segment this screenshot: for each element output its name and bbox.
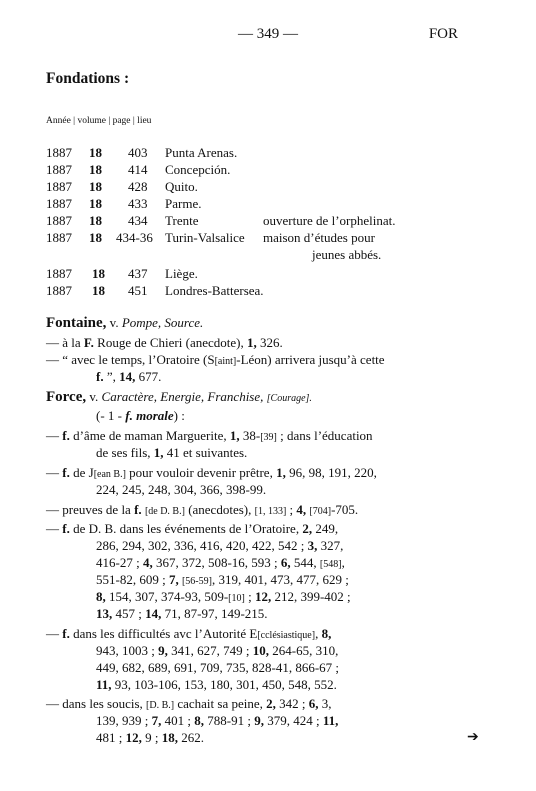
see-label: v. bbox=[109, 315, 119, 330]
cell-volume: 18 bbox=[89, 196, 102, 211]
page-number: — 349 — bbox=[238, 26, 298, 42]
subheading: (- 1 - f. morale) : bbox=[96, 408, 185, 423]
cell-page: 414 bbox=[128, 162, 148, 177]
cell-lieu: Liège. bbox=[165, 266, 198, 281]
cell-note: jeunes abbés. bbox=[312, 247, 382, 262]
entry-line: — dans les soucis, [D. B.] cachait sa peine, 2, 342 ; 6, 3, bbox=[46, 696, 332, 711]
cell-page: 433 bbox=[128, 196, 148, 211]
cell-year: 1887 bbox=[46, 213, 72, 228]
cell-lieu: Punta Arenas. bbox=[165, 145, 238, 160]
section-title-fondations: Fondations : bbox=[46, 70, 130, 87]
cell-page: 403 bbox=[128, 145, 148, 160]
see-references: Pompe, Source. bbox=[121, 315, 204, 330]
cell-year: 1887 bbox=[46, 196, 72, 211]
entry-line: — preuves de la f. [de D. B.] (anecdotes), [1, 133] ; 4, [704]-705. bbox=[46, 502, 359, 517]
entry-line: 943, 1003 ; 9, 341, 627, 749 ; 10, 264-65, 310, bbox=[96, 643, 339, 658]
entry-line: 481 ; 12, 9 ; 18, 262. bbox=[96, 730, 204, 745]
running-head: FOR bbox=[428, 26, 458, 42]
cell-note: maison d’études pour bbox=[263, 230, 375, 245]
entry-line: 416-27 ; 4, 367, 372, 508-16, 593 ; 6, 544, [548], bbox=[96, 555, 345, 570]
cell-volume: 18 bbox=[89, 230, 102, 245]
cell-year: 1887 bbox=[46, 283, 72, 298]
cell-lieu: Parme. bbox=[165, 196, 202, 211]
entry-line: — f. d’âme de maman Marguerite, 1, 38-[39] ; dans l’éducation bbox=[46, 428, 373, 443]
cell-note: ouverture de l’orphelinat. bbox=[263, 213, 396, 228]
see-reference-bracket: [Courage]. bbox=[266, 393, 312, 404]
entry-line: 551-82, 609 ; 7, [56-59], 319, 401, 473, 477, 629 ; bbox=[96, 572, 349, 587]
see-references: Caractère, Energie, Franchise, bbox=[101, 389, 264, 404]
cell-year: 1887 bbox=[46, 179, 72, 194]
column-header: Année | volume | page | lieu bbox=[46, 116, 152, 126]
entry-head: Force, bbox=[46, 389, 87, 405]
cell-page: 451 bbox=[128, 283, 148, 298]
entry-line: de ses fils, 1, 41 et suivantes. bbox=[96, 445, 248, 460]
cell-lieu: Londres-Battersea. bbox=[165, 283, 264, 298]
entry-line: 449, 682, 689, 691, 709, 735, 828-41, 866-67 ; bbox=[96, 660, 340, 675]
cell-lieu: Concepción. bbox=[165, 162, 231, 177]
entry-line: 11, 93, 103-106, 153, 180, 301, 450, 548, 552. bbox=[96, 677, 337, 692]
entry-line: — f. de J[ean B.] pour vouloir devenir prêtre, 1, 96, 98, 191, 220, bbox=[46, 465, 377, 480]
cell-page: 434 bbox=[128, 213, 148, 228]
entry-line: — “ avec le temps, l’Oratoire (S[aint]-Léon) arrivera jusqu’à cette bbox=[46, 352, 385, 367]
entry-line: — à la F. Rouge de Chieri (anecdote), 1, 326. bbox=[46, 335, 283, 350]
cell-page: 428 bbox=[128, 179, 148, 194]
entry-line: 224, 245, 248, 304, 366, 398-99. bbox=[96, 482, 267, 497]
cell-year: 1887 bbox=[46, 230, 72, 245]
continue-arrow-icon: ➔ bbox=[467, 730, 479, 745]
cell-volume: 18 bbox=[92, 283, 105, 298]
cell-year: 1887 bbox=[46, 266, 72, 281]
cell-page: 437 bbox=[128, 266, 148, 281]
entry-force bbox=[46, 389, 312, 406]
cell-volume: 18 bbox=[89, 213, 102, 228]
cell-year: 1887 bbox=[46, 145, 72, 160]
entry-line: 286, 294, 302, 336, 416, 420, 422, 542 ; 3, 327, bbox=[96, 538, 344, 553]
entry-line: 139, 939 ; 7, 401 ; 8, 788-91 ; 9, 379, 424 ; 11, bbox=[96, 713, 339, 728]
entry-head: Fontaine, bbox=[46, 315, 107, 331]
see-label: v. bbox=[89, 389, 99, 404]
cell-year: 1887 bbox=[46, 162, 72, 177]
entry-fontaine bbox=[46, 315, 203, 332]
cell-lieu: Quito. bbox=[165, 179, 198, 194]
entry-line: 13, 457 ; 14, 71, 87-97, 149-215. bbox=[96, 606, 268, 621]
cell-lieu: Turin-Valsalice bbox=[165, 230, 245, 245]
entry-line: — f. dans les difficultés avc l’Autorité E[cclésiastique], 8, bbox=[46, 626, 332, 641]
entry-line: f. ”, 14, 677. bbox=[96, 369, 162, 384]
cell-volume: 18 bbox=[89, 145, 102, 160]
entry-line: — f. de D. B. dans les événements de l’Oratoire, 2, 249, bbox=[46, 521, 339, 536]
cell-volume: 18 bbox=[92, 266, 105, 281]
cell-page: 434-36 bbox=[116, 230, 153, 245]
cell-volume: 18 bbox=[89, 162, 102, 177]
cell-lieu: Trente bbox=[165, 213, 199, 228]
entry-line: 8, 154, 307, 374-93, 509-[10] ; 12, 212, 399-402 ; bbox=[96, 589, 351, 604]
cell-volume: 18 bbox=[89, 179, 102, 194]
